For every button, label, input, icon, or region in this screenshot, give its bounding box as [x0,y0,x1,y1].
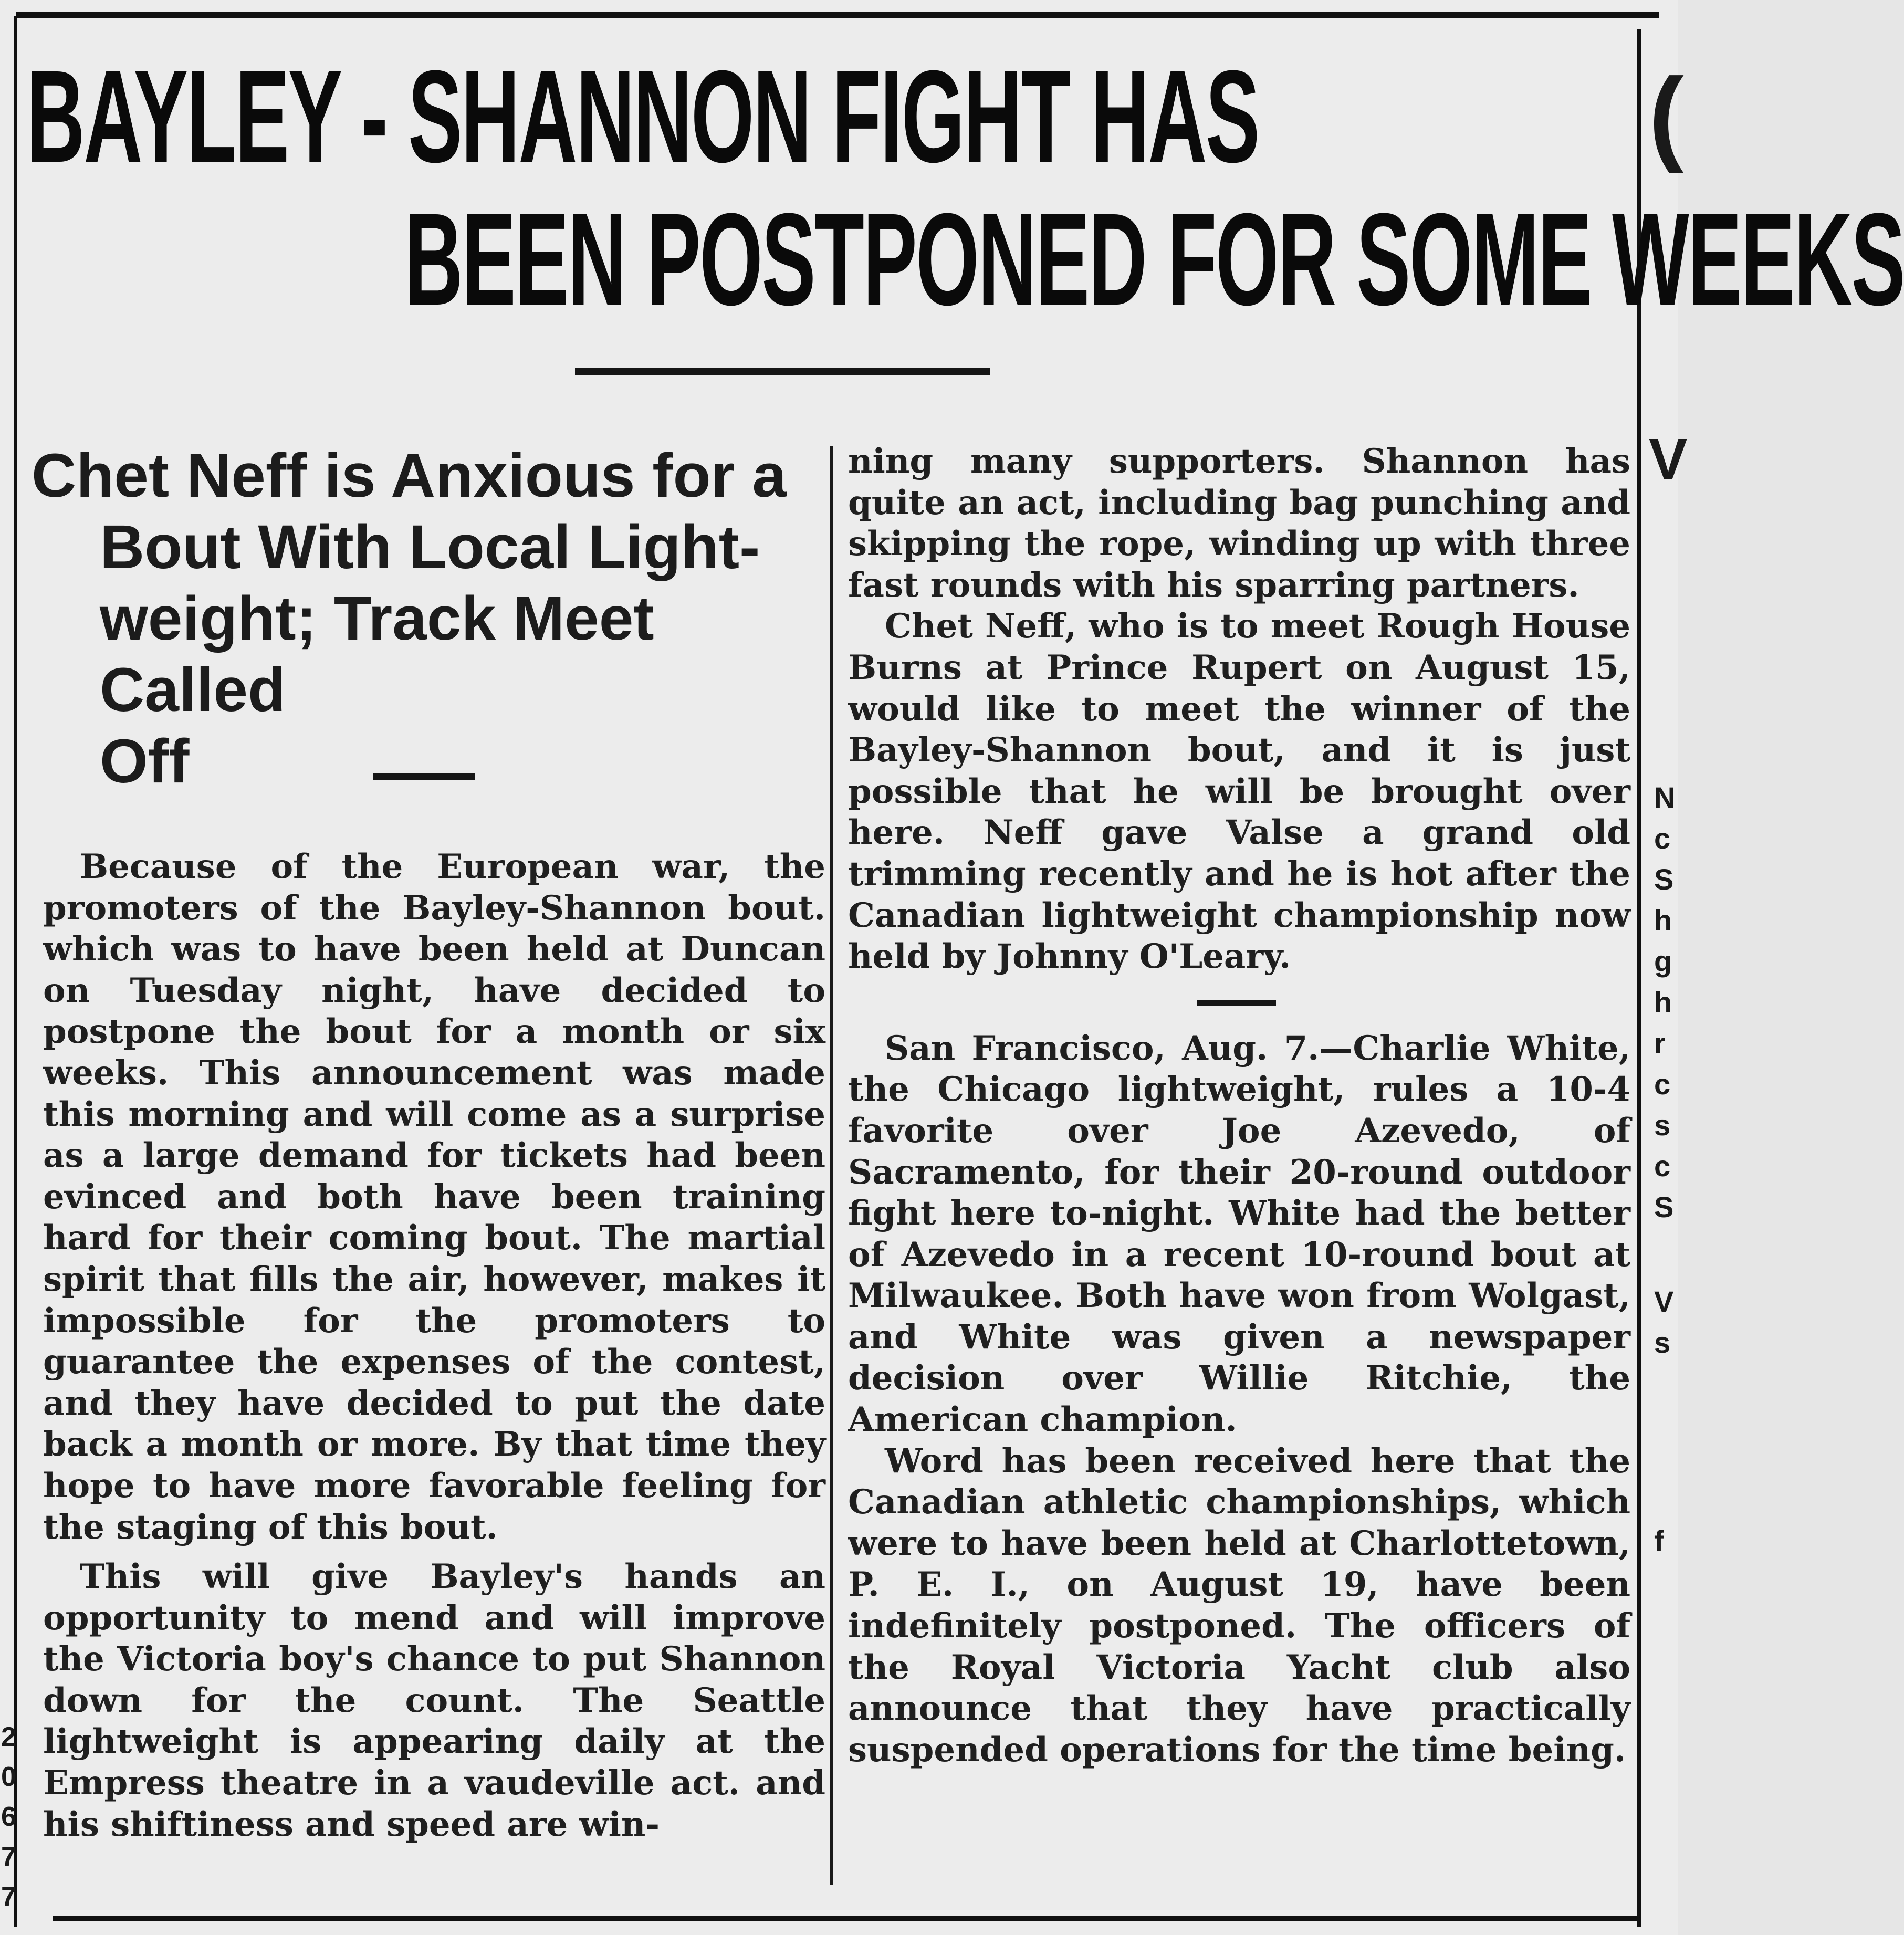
section-dash-right [848,978,1630,1028]
edge-digit: 7 [1,1881,16,1912]
subhead-line-4: Off [100,727,190,796]
edge-letter: f [1654,1524,1664,1557]
right-paragraph-4: Word has been received here that the Canadian athletic championships, which were to have been held at Charlottetown, P. E. I., on August 19, have been indefinitely postponed. The officers of the Royal Victoria Yacht club also announce that they have practically suspended operations for the time being. [848,1441,1630,1770]
edge-letter: h [1654,904,1672,937]
top-border-rule [16,12,1659,18]
edge-digit: 0 [1,1762,16,1792]
edge-letter: S [1654,863,1674,896]
edge-letter: c [1654,822,1671,855]
edge-letter: S [1654,1190,1674,1223]
subhead-line-1: Chet Neff is Anxious for a [32,441,787,510]
left-border-rule [14,16,17,1927]
edge-letter: r [1654,1027,1666,1060]
edge-letters-lower [1654,1281,1673,1562]
edge-digit: 6 [1,1802,16,1832]
left-column [43,846,825,1845]
edge-letter: h [1654,986,1672,1019]
left-paragraph-1: Because of the European war, the promoters of the Bayley-Shannon bout. which was to have been held at Duncan on Tuesday night, have decided to postpone the bout for a month or six weeks. This announcement was made this morning and will come as a surprise as a large demand for tickets had been evinced and both have been training hard for their coming bout. The martial spirit that fills the air, however, makes it impossible for the promoters to guarantee the expenses of the contest, and they have decided to put the date back a month or more. By that time they hope to have more favorable feeling for the staging of this bout. [43,847,825,1547]
edge-letter: c [1654,1068,1671,1101]
left-edge-digits [1,1717,16,1917]
headline-line-2: BEEN POSTPONED FOR SOME WEEKS [404,186,1904,332]
edge-letter: s [1654,1108,1671,1142]
left-paragraph-2: This will give Bayley's hands an opportunity to mend and will improve the Victoria boy's chance to put Shannon down for the count. The Seattle lightweight is appearing daily at the Empress theatre in a vaudeville act. and his shiftiness and speed are win- [43,1557,825,1844]
edge-letter: s [1654,1326,1671,1359]
dash-mark [1197,1000,1276,1006]
subhead-line-3: weight; Track Meet Called [100,584,654,725]
right-paragraph-2: Chet Neff, who is to meet Rough House Burns at Prince Rupert on August 15, would like to meet the winner of the Bayley-Shannon bout, and it is just possible that he will be brought over here. Neff gave Valse a grand old trimming recently and he is hot after the Canadian lightweight championship now held by Johnny O'Leary. [848,606,1630,977]
edge-fragment-top: ( [1649,57,1684,174]
column-divider [830,446,833,1885]
section-dash-left [373,773,475,780]
right-paragraph-1: ning many supporters. Shannon has quite an act, including bag punching and skipping the rope, winding up with three fast rounds with his sparring partners. [848,442,1630,605]
bottom-border-rule [53,1916,1638,1921]
edge-letters [1654,777,1675,1228]
edge-letter: V [1654,1285,1674,1318]
edge-letter: N [1654,781,1676,814]
headline-line-1: BAYLEY - SHANNON FIGHT HAS [26,43,1259,190]
edge-fragment-mid: V [1649,427,1688,491]
edge-letter: c [1654,1149,1671,1183]
edge-digit: 2 [1,1722,16,1752]
edge-digit: 7 [1,1842,16,1872]
subheadline [32,440,819,797]
headline-divider [575,368,990,375]
subhead-line-2: Bout With Local Light- [100,512,760,582]
edge-letter: g [1654,945,1672,978]
right-paragraph-3: San Francisco, Aug. 7.—Charlie White, the Chicago lightweight, rules a 10-4 favorite over Joe Azevedo, of Sacramento, for their 20-round outdoor fight here to-night. White had the better of Azevedo in a recent 10-round bout at Milwaukee. Both have won from Wolgast, and White was given a newspaper decision over Willie Ritchie, the American champion. [848,1028,1630,1440]
right-column [848,441,1630,1771]
